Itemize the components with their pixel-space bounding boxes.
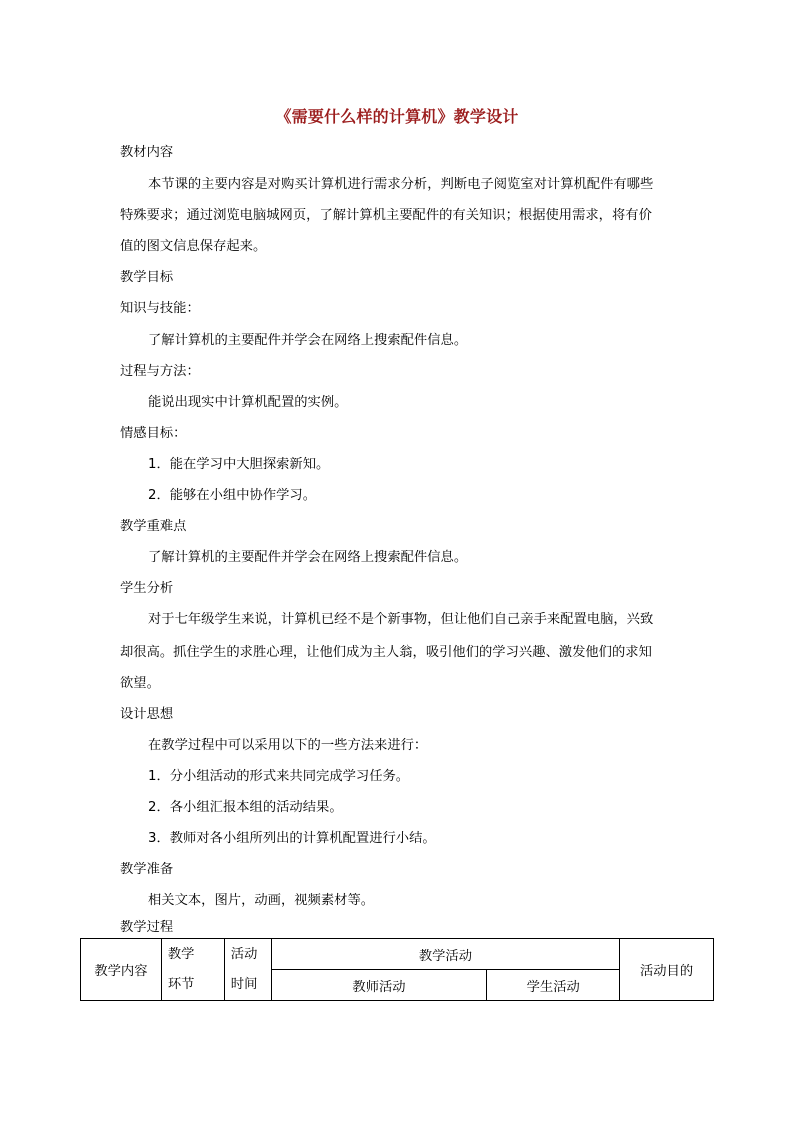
section-heading-material: 教材内容 bbox=[120, 145, 174, 160]
section-heading-procedure: 教学过程 bbox=[120, 920, 174, 935]
process-label: 过程与方法： bbox=[120, 364, 200, 379]
key-points-text: 了解计算机的主要配件并学会在网络上搜索配件信息。 bbox=[148, 550, 468, 565]
header-teaching-stage bbox=[161, 939, 224, 1001]
header-activity-time-line-1: 活动 bbox=[230, 946, 258, 962]
design-intro: 在教学过程中可以采用以下的一些方法来进行： bbox=[148, 738, 428, 753]
header-teacher-activity: 教师活动 bbox=[271, 970, 487, 1001]
document-title: 《需要什么样的计算机》教学设计 bbox=[275, 107, 519, 126]
section-heading-student-analysis: 学生分析 bbox=[120, 581, 174, 596]
section-heading-key-points: 教学重难点 bbox=[120, 519, 187, 534]
student-analysis-line-3: 欲望。 bbox=[120, 676, 160, 691]
header-student-activity: 学生活动 bbox=[487, 970, 620, 1001]
section-heading-preparation: 教学准备 bbox=[120, 862, 174, 877]
design-item-3: 3．教师对各小组所列出的计算机配置进行小结。 bbox=[148, 831, 436, 846]
knowledge-label: 知识与技能： bbox=[120, 301, 200, 316]
emotion-item-2: 2．能够在小组中协作学习。 bbox=[148, 488, 317, 503]
header-activity-time bbox=[224, 939, 271, 1001]
material-line-3: 值的图文信息保存起来。 bbox=[120, 239, 267, 254]
preparation-text: 相关文本，图片，动画，视频素材等。 bbox=[148, 893, 375, 908]
header-teaching-stage-line-2: 环节 bbox=[167, 976, 195, 992]
header-activity-purpose: 活动目的 bbox=[620, 939, 714, 1001]
emotion-item-1: 1．能在学习中大胆探索新知。 bbox=[148, 457, 330, 472]
material-line-2: 特殊要求；通过浏览电脑城网页，了解计算机主要配件的有关知识；根据使用需求，将有价 bbox=[120, 208, 652, 223]
procedure-table bbox=[80, 938, 714, 1001]
header-teaching-stage-line-1: 教学 bbox=[167, 946, 195, 962]
material-line-1: 本节课的主要内容是对购买计算机进行需求分析，判断电子阅览室对计算机配件有哪些 bbox=[148, 177, 654, 192]
process-text: 能说出现实中计算机配置的实例。 bbox=[148, 395, 348, 410]
emotion-label: 情感目标： bbox=[120, 426, 187, 441]
section-heading-goals: 教学目标 bbox=[120, 270, 174, 285]
header-teaching-content: 教学内容 bbox=[81, 939, 162, 1001]
student-analysis-line-1: 对于七年级学生来说，计算机已经不是个新事物，但让他们自己亲手来配置电脑，兴致 bbox=[148, 612, 654, 627]
header-teaching-activity: 教学活动 bbox=[271, 939, 619, 970]
design-item-2: 2．各小组汇报本组的活动结果。 bbox=[148, 800, 343, 815]
header-activity-time-line-2: 时间 bbox=[230, 976, 258, 992]
knowledge-text: 了解计算机的主要配件并学会在网络上搜索配件信息。 bbox=[148, 333, 468, 348]
design-item-1: 1．分小组活动的形式来共同完成学习任务。 bbox=[148, 769, 410, 784]
student-analysis-line-2: 却很高。抓住学生的求胜心理，让他们成为主人翁，吸引他们的学习兴趣、激发他们的求知 bbox=[120, 645, 652, 660]
section-heading-design: 设计思想 bbox=[120, 707, 174, 722]
